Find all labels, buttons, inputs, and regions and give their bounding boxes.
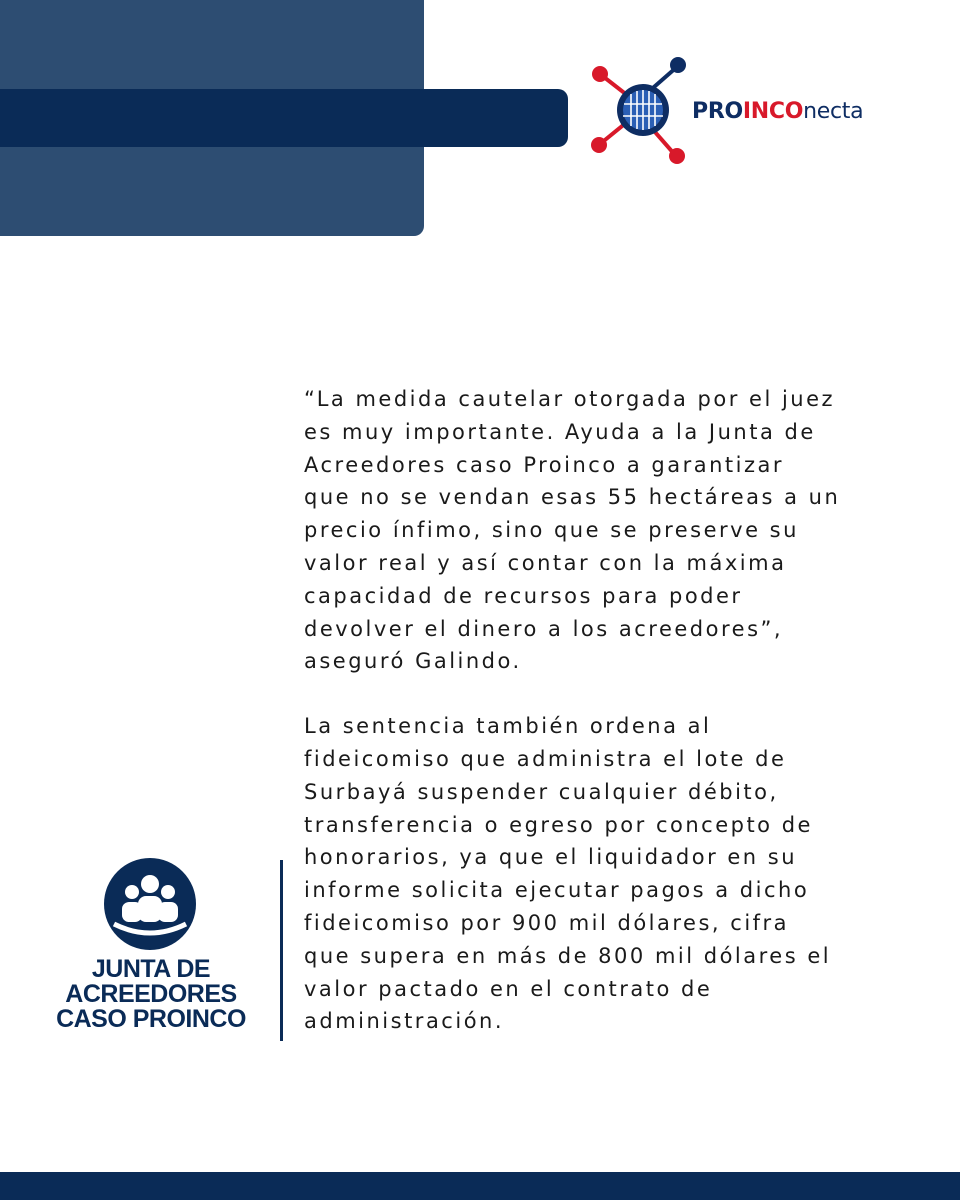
- logo-wordmark: [692, 99, 863, 124]
- logo-wordmark-pro: PRO: [692, 99, 743, 124]
- vertical-divider: [280, 860, 283, 1041]
- footer-bar: [0, 1172, 960, 1200]
- decorative-header-bar: [0, 89, 568, 147]
- logo-wordmark-inco: INCO: [742, 99, 804, 124]
- organization-name: JUNTA DE ACREEDORES CASO PROINCO: [56, 955, 246, 1033]
- network-globe-icon: [588, 52, 692, 172]
- junta-acreedores-logo: [40, 856, 262, 1036]
- quote-paragraph: “La medida cautelar otorgada por el juez es muy importante. Ayuda a la Junta de Acreedores caso Proinco a garantizar que no se vendan esas 55 hectáreas a un precio ínfimo, sino que se preserve su valor real y así contar con la máxima capacidad de recursos para poder devolver el dinero a los acreedores”, aseguró Galindo.: [304, 387, 841, 674]
- article-body: [304, 383, 944, 1038]
- proinconecta-logo: [588, 52, 928, 172]
- group-of-people-icon: [102, 856, 198, 952]
- logo-wordmark-necta: necta: [803, 99, 864, 124]
- ruling-paragraph: La sentencia también ordena al fideicomiso que administra el lote de Surbayá suspender cualquier débito, transferencia o egreso por concepto de honorarios, ya que el liquidador en su informe solicita ejecutar pagos a dicho fideicomiso por 900 mil dólares, cifra que supera en más de 800 mil dólares el valor pactado en el contrato de administración.: [304, 714, 832, 1034]
